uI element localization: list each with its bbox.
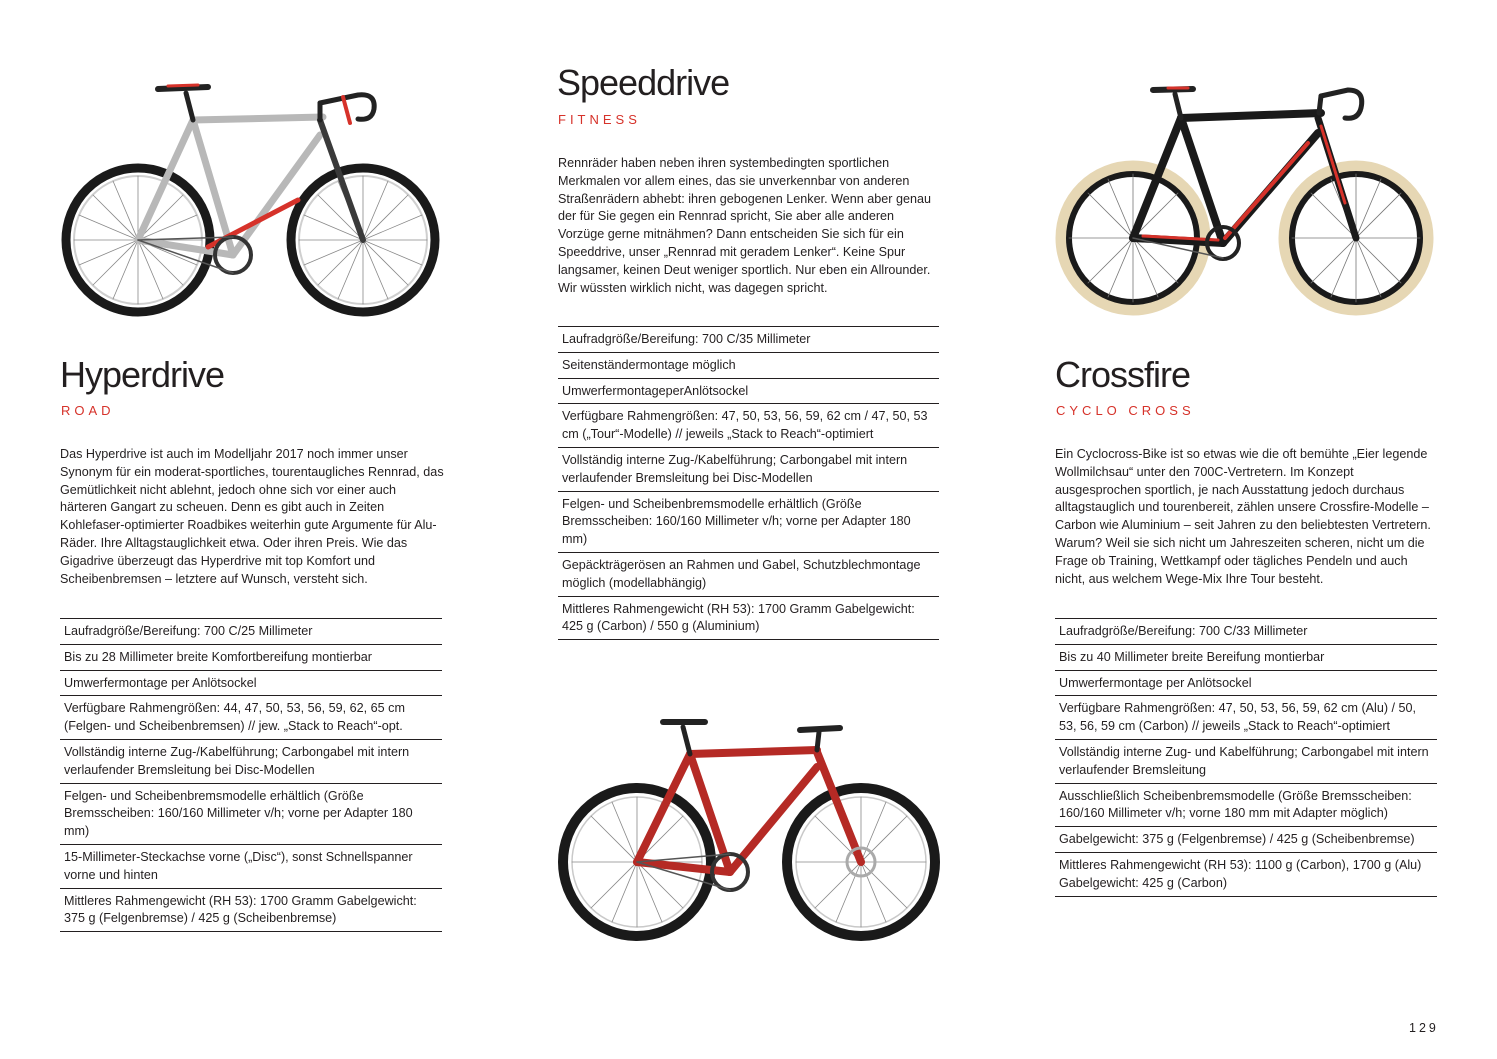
spec-row: Vollständig interne Zug-/Kabelführung; Carbongabel mit intern verlaufender Bremsleitung bei Disc-Modellen (60, 740, 442, 784)
crossfire-title: Crossfire (1055, 354, 1191, 395)
spec-row: 15-Millimeter-Steckachse vorne („Disc“), sonst Schnellspanner vorne und hinten (60, 845, 442, 889)
speeddrive-bike-image (555, 712, 943, 952)
spec-row: Umwerfermontage per Anlötsockel (60, 671, 442, 697)
spec-row: Gabelgewicht: 375 g (Felgenbremse) / 425 g (Scheibenbremse) (1055, 827, 1437, 853)
hyperdrive-description: Das Hyperdrive ist auch im Modelljahr 2017 noch immer unser Synonym für ein moderat-sportliches, tourentaugliches Rennrad, das Gemütlichkeit nicht ablehnt, jedoch ohne sich vor einer auch härteren Gangart zu scheuen. Denn es gibt auch in Zeiten Kohlefaser-optimierter Roadbikes weiterhin gute Argumente für Alu-Räder. Ihre Alltagstauglichkeit etwa. Oder ihren Preis. Wie das Gigadrive überzeugt das Hyperdrive mit top Komfort und Scheibenbremsen – letztere auf Wunsch, versteht sich. (60, 447, 444, 586)
spec-row: UmwerfermontageperAnlötsockel (558, 379, 939, 405)
spec-row: Umwerfermontage per Anlötsockel (1055, 671, 1437, 697)
hyperdrive-title: Hyperdrive (60, 354, 225, 395)
spec-row: Mittleres Rahmengewicht (RH 53): 1700 Gramm Gabelgewicht: 375 g (Felgenbremse) / 425 g (Scheibenbremse) (60, 889, 442, 933)
speeddrive-description: Rennräder haben neben ihren systembedingten sportlichen Merkmalen vor allem eines, das sie unverkennbar von anderen Straßenrädern abhebt: ihren gebogenen Lenker. Wenn aber genau der für Sie gegen ein Rennrad spricht, Sie aber alle anderen Vorzüge gerne mitnähmen? Dann entscheiden Sie sich für ein Speeddrive, unser „Rennrad mit geradem Lenker“. Keine Spur langsamer, keinen Deut weniger sportlich. Nur eben ein Allrounder. Wir wüssten wirklich nicht, was dagegen spricht. (558, 156, 931, 295)
spec-row: Laufradgröße/Bereifung: 700 C/35 Millimeter (558, 327, 939, 353)
spec-row: Bis zu 40 Millimeter breite Bereifung montierbar (1055, 645, 1437, 671)
spec-row: Laufradgröße/Bereifung: 700 C/33 Millimeter (1055, 619, 1437, 645)
spec-row: Verfügbare Rahmengrößen: 44, 47, 50, 53, 56, 59, 62, 65 cm (Felgen- und Scheibenbremsen) // jew. „Stack to Reach“-opt. (60, 696, 442, 740)
spec-row: Vollständig interne Zug- und Kabelführung; Carbongabel mit intern verlaufender Bremsleitung (1055, 740, 1437, 784)
crossfire-spec-table (1055, 618, 1437, 897)
spec-row: Mittleres Rahmengewicht (RH 53): 1100 g (Carbon), 1700 g (Alu) Gabelgewicht: 425 g (Carbon) (1055, 853, 1437, 897)
speeddrive-title: Speeddrive (557, 62, 730, 103)
spec-row: Ausschließlich Scheibenbremsmodelle (Größe Bremsscheiben: 160/160 Millimeter v/h; vorne 180 mm mit Adapter möglich) (1055, 784, 1437, 828)
spec-row: Felgen- und Scheibenbremsmodelle erhältlich (Größe Bremsscheiben: 160/160 Millimeter v/h; vorne per Adapter 180 mm) (60, 784, 442, 845)
hyperdrive-category: ROAD (61, 403, 115, 418)
spec-row: Verfügbare Rahmengrößen: 47, 50, 53, 56, 59, 62 cm / 47, 50, 53 cm („Tour“-Modelle) // jeweils „Stack to Reach“-optimiert (558, 404, 939, 448)
spec-row: Vollständig interne Zug-/Kabelführung; Carbongabel mit intern verlaufender Bremsleitung bei Disc-Modellen (558, 448, 939, 492)
crossfire-bike-image (1053, 78, 1436, 318)
spec-row: Mittleres Rahmengewicht (RH 53): 1700 Gramm Gabelgewicht: 425 g (Carbon) / 550 g (Aluminium) (558, 597, 939, 641)
spec-row: Gepäckträgerösen an Rahmen und Gabel, Schutzblechmontage möglich (modellabhängig) (558, 553, 939, 597)
crossfire-category: CYCLO CROSS (1056, 403, 1195, 418)
crossfire-description: Ein Cyclocross-Bike ist so etwas wie die oft bemühte „Eier legende Wollmilchsau“ unter den 700C-Vertretern. Im Konzept ausgesprochen sportlich, je nach Ausstattung jedoch durchaus alltagstauglich und tourenbereit, zählen unsere Crossfire-Modelle – Carbon wie Aluminium – seit Jahren zu den beliebtesten Vertretern. Warum? Weil sie sich nicht um Jahreszeiten scheren, nicht um die Frage ob Training, Wettkampf oder tägliches Pendeln und auch nicht, aus welchem Wege-Mix Ihre Tour besteht. (1055, 447, 1431, 586)
spec-row: Laufradgröße/Bereifung: 700 C/25 Millimeter (60, 619, 442, 645)
spec-row: Seitenständermontage möglich (558, 353, 939, 379)
spec-row: Bis zu 28 Millimeter breite Komfortbereifung montierbar (60, 645, 442, 671)
spec-row: Felgen- und Scheibenbremsmodelle erhältlich (Größe Bremsscheiben: 160/160 Millimeter v/h; vorne per Adapter 180 mm) (558, 492, 939, 553)
speeddrive-spec-table (558, 326, 939, 640)
hyperdrive-bike-image (58, 75, 443, 320)
hyperdrive-spec-table (60, 618, 442, 932)
speeddrive-category: FITNESS (558, 112, 641, 127)
spec-row: Verfügbare Rahmengrößen: 47, 50, 53, 56, 59, 62 cm (Alu) / 50, 53, 56, 59 cm (Carbon) // jeweils „Stack to Reach“-optimiert (1055, 696, 1437, 740)
page-number: 129 (1409, 1021, 1439, 1035)
